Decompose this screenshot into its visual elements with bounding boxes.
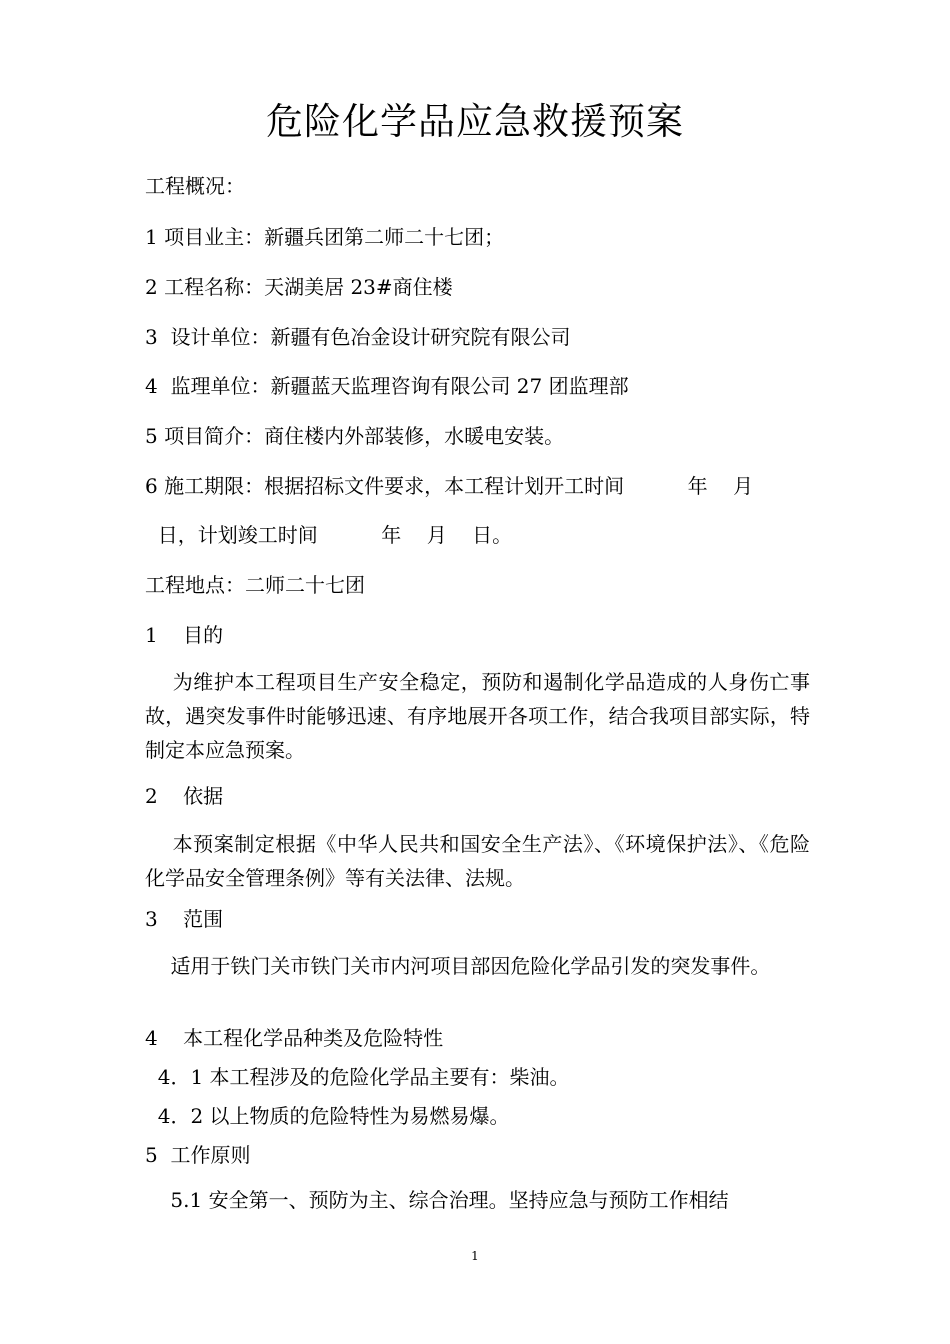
section-5-heading: 5 工作原则	[145, 1143, 251, 1167]
document-title: 危险化学品应急救援预案	[266, 100, 684, 143]
project-name-line: 2 工程名称：天湖美居 23#商住楼	[145, 275, 453, 299]
project-summary-line: 5 项目简介：商住楼内外部装修，水暖电安装。	[145, 424, 565, 448]
section-5-item-1: 5.1 安全第一、预防为主、综合治理。坚持应急与预防工作相结	[145, 1188, 729, 1212]
section-3-heading: 3 范围	[145, 907, 224, 931]
project-owner-line: 1 项目业主：新疆兵团第二师二十七团；	[145, 225, 505, 249]
construction-period-line-1: 6 施工期限：根据招标文件要求，本工程计划开工时间 年 月	[145, 474, 754, 498]
section-4-item-1: 4．1 本工程涉及的危险化学品主要有：柴油。	[145, 1065, 570, 1089]
design-unit-line: 3 设计单位：新疆有色冶金设计研究院有限公司	[145, 325, 571, 349]
section-2-heading: 2 依据	[145, 784, 224, 808]
section-1-body: 为维护本工程项目生产安全稳定，预防和遏制化学品造成的人身伤亡事故，遇突发事件时能够迅速、有序地展开各项工作，结合我项目部实际，特制定本应急预案。	[145, 670, 810, 762]
section-4-heading: 4 本工程化学品种类及危险特性	[145, 1026, 444, 1050]
section-4-item-2: 4．2 以上物质的危险特性为易燃易爆。	[145, 1104, 510, 1128]
supervision-unit-line: 4 监理单位：新疆蓝天监理咨询有限公司 27 团监理部	[145, 374, 629, 398]
project-location-line: 工程地点：二师二十七团	[145, 573, 365, 597]
overview-heading: 工程概况：	[145, 174, 245, 198]
construction-period-line-2: 日，计划竣工时间 年 月 日。	[145, 523, 513, 547]
section-3-body: 适用于铁门关市铁门关市内河项目部因危险化学品引发的突发事件。	[145, 954, 771, 978]
page-number: 1	[471, 1249, 479, 1263]
section-1-heading: 1 目的	[145, 623, 224, 647]
section-2-body: 本预案制定根据《中华人民共和国安全生产法》、《环境保护法》、《危险化学品安全管理条例》等有关法律、法规。	[145, 832, 810, 890]
